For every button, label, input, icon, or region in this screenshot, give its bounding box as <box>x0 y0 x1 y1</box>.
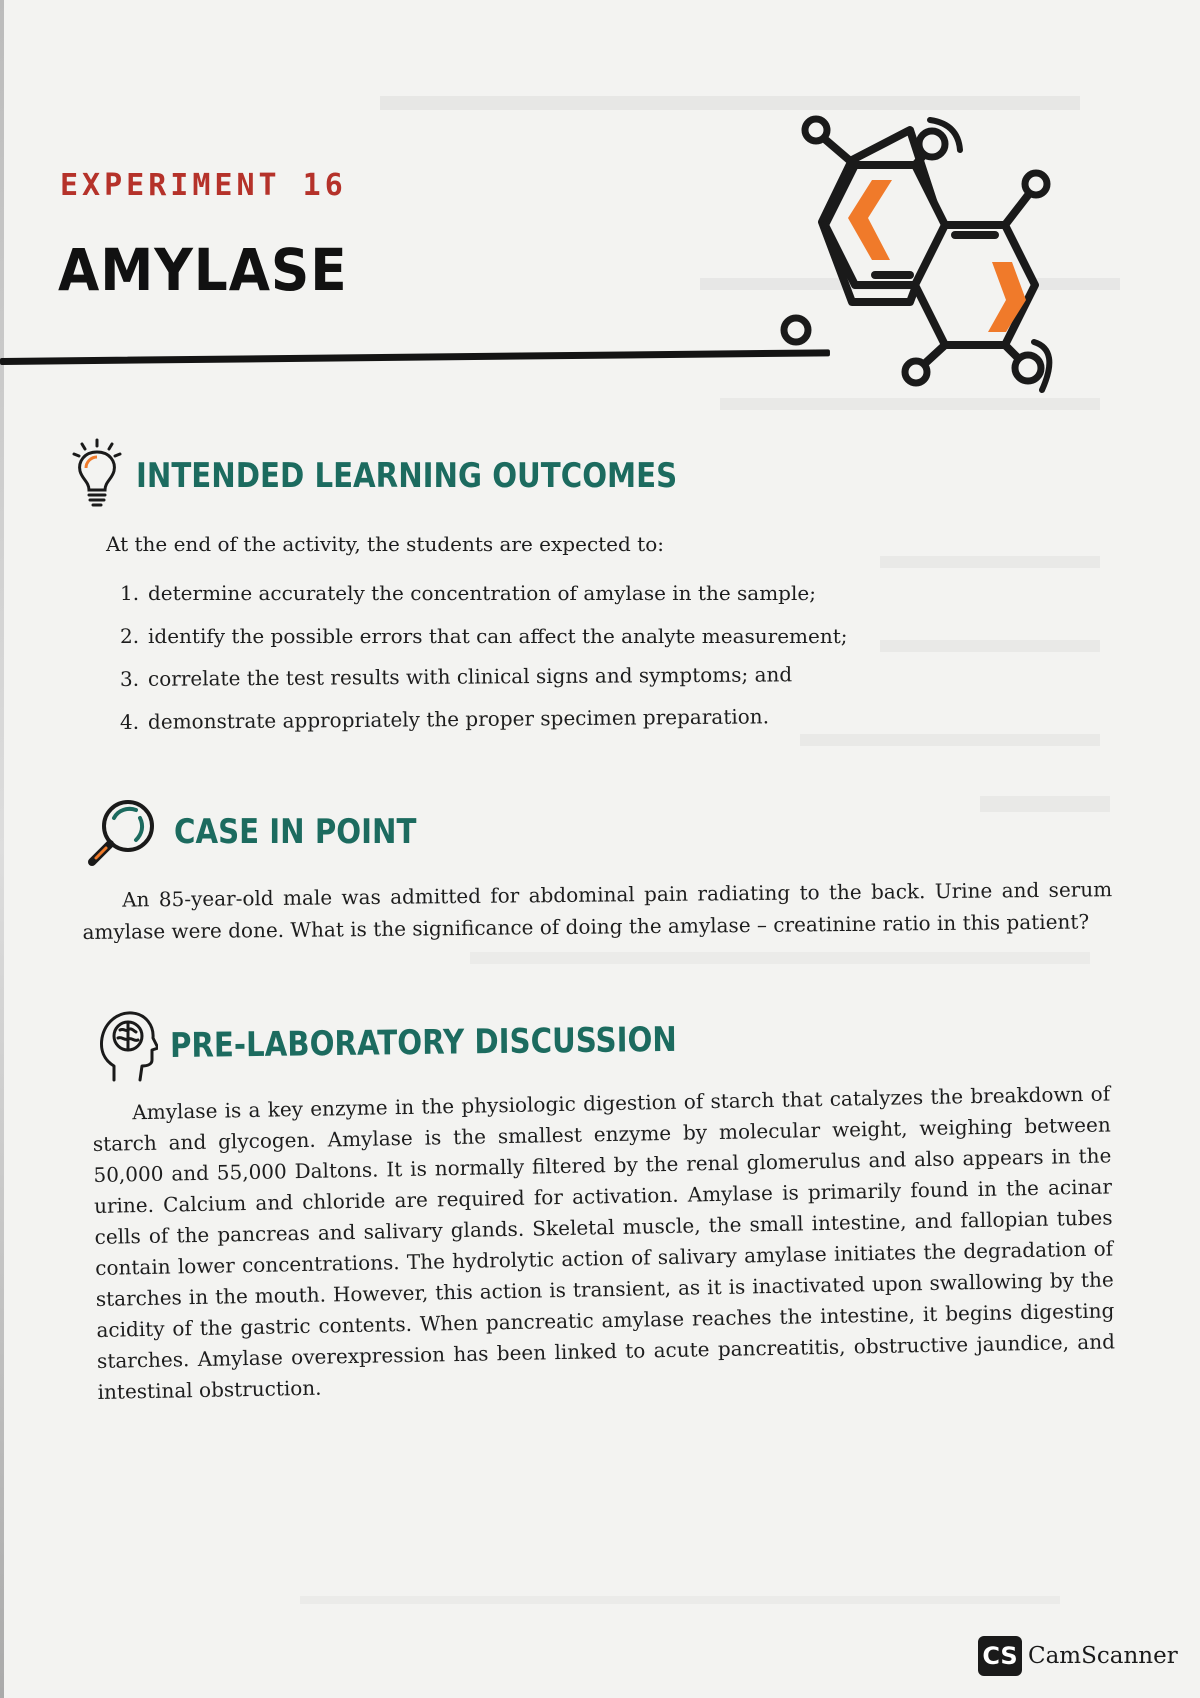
camscanner-logo: CS <box>978 1636 1022 1676</box>
bleed-through-line <box>300 1596 1060 1604</box>
list-item: 4. demonstrate appropriately the proper specimen preparation. <box>119 704 770 734</box>
scan-edge-shadow <box>0 0 4 1698</box>
lightbulb-icon <box>70 438 124 508</box>
list-item: 3. correlate the test results with clinical signs and symptoms; and <box>119 662 793 691</box>
outcomes-list <box>120 572 848 744</box>
discussion-paragraph: Amylase is a key enzyme in the physiologic digestion of starch that catalyzes the breakdown of starch and glycogen. Amylase is the smallest enzyme by molecular weight, weighing between 50,000 and 55,000 Daltons. It is normally filtered by the renal glomerulus and also appears in the urine. Calcium and chloride are required for activation. Amylase is primarily found in the acinar cells of the pancreas and salivary glands. Skeletal muscle, the small intestine, and fallopian tubes contain lower concentrations. The hydrolytic action of salivary amylase initiates the degradation of starches in the mouth. However, this action is transient, as it is inactivated upon swallowing by the acidity of the gastric contents. When pancreatic amylase reaches the intestine, it begins digesting starches. Amylase overexpression has been linked to acute pancreatitis, obstructive jaundice, and intestinal obstruction. <box>92 1081 1116 1404</box>
bleed-through-line <box>380 96 1080 110</box>
case-paragraph: An 85-year-old male was admitted for abdominal pain radiating to the back. Urine and serum amylase were done. What is the significance of doing the amylase – creatinine ratio in this patient? <box>82 877 1113 944</box>
outcomes-intro: At the end of the activity, the students are expected to: <box>106 532 664 556</box>
list-item: 1. determine accurately the concentration of amylase in the sample; <box>120 581 816 605</box>
magnifier-icon <box>84 796 158 870</box>
list-item: 2. identify the possible errors that can affect the analyte measurement; <box>120 624 848 648</box>
brain-head-icon <box>96 1008 158 1084</box>
pre-laboratory-discussion-heading: PRE-LABORATORY DISCUSSION <box>169 1019 677 1066</box>
case-in-point-heading: CASE IN POINT <box>174 812 417 852</box>
camscanner-watermark <box>978 1636 1178 1676</box>
chapter-title: AMYLASE <box>58 236 348 304</box>
intended-learning-outcomes-heading: INTENDED LEARNING OUTCOMES <box>136 456 678 496</box>
header-rule <box>0 349 830 365</box>
bleed-through-line <box>980 796 1110 812</box>
bleed-through-line <box>880 556 1100 568</box>
benzene-ring-molecule-icon <box>780 110 1130 420</box>
bleed-through-line <box>880 640 1100 652</box>
bleed-through-line <box>470 952 1090 964</box>
experiment-label: EXPERIMENT 16 <box>60 168 347 203</box>
camscanner-name: CamScanner <box>1028 1643 1178 1669</box>
